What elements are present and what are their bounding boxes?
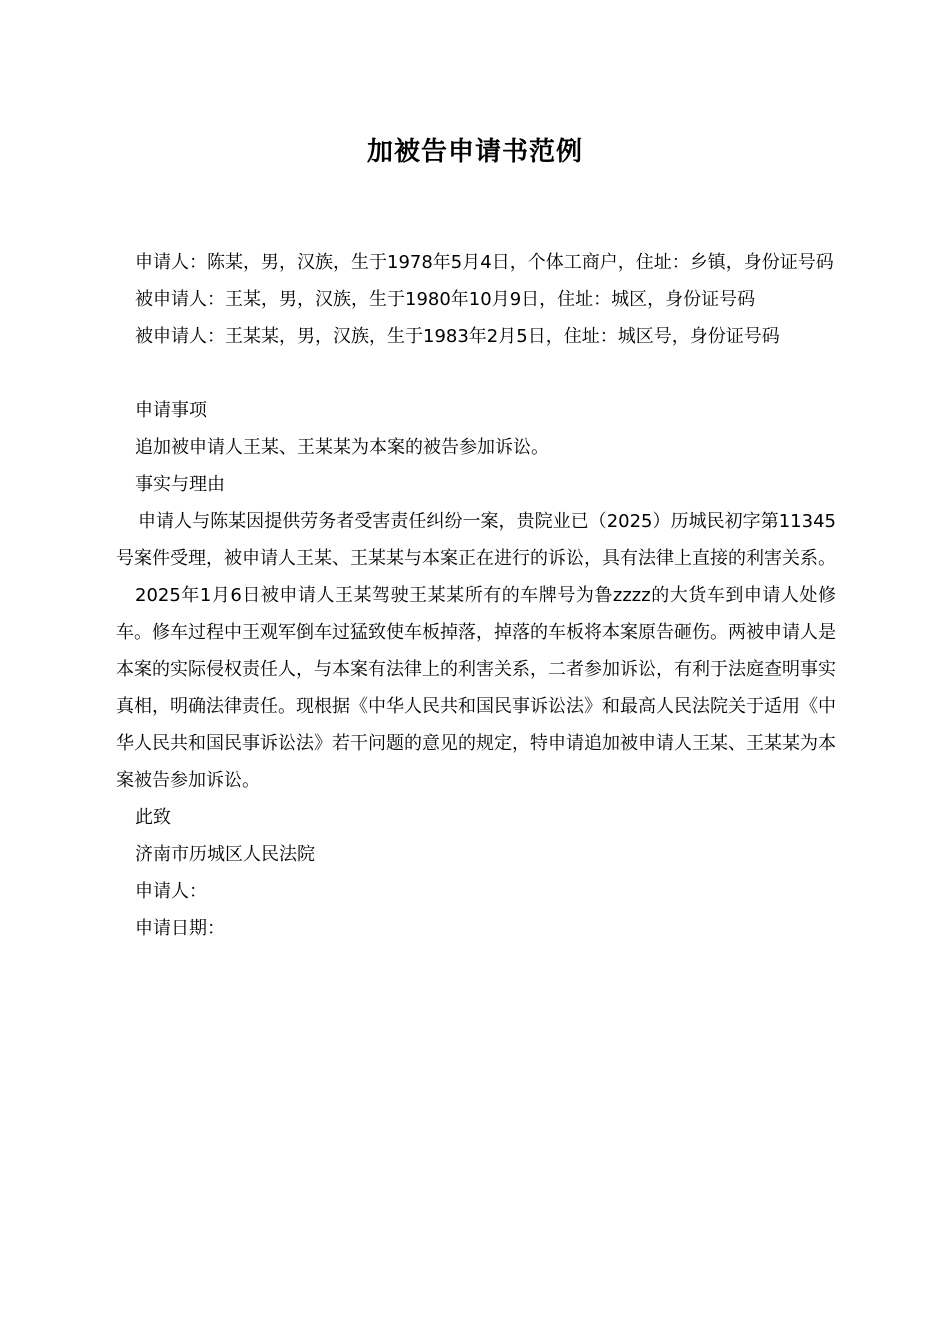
request-heading: 申请事项: [135, 400, 207, 421]
closing-salutation: 此致: [135, 807, 171, 828]
document-title: 加被告申请书范例: [366, 137, 583, 167]
facts-heading: 事实与理由: [135, 474, 225, 495]
facts-paragraph-1: 申请人与陈某因提供劳务者受害责任纠纷一案，贵院业已（2025）历城民初字第11345号案件受理，被申请人王某、王某某与本案正在进行的诉讼，具有法律上直接的利害关系。: [116, 511, 836, 569]
closing-date: 申请日期：: [135, 918, 225, 939]
section-spacer: [116, 355, 836, 392]
closing-signature: 申请人：: [135, 881, 207, 902]
applicant-info: 申请人：陈某，男，汉族，生于1978年5月4日，个体工商户，住址：乡镇，身份证号码: [135, 252, 834, 273]
respondent-info-1: 被申请人：王某，男，汉族，生于1980年10月9日，住址：城区，身份证号码: [135, 289, 756, 310]
facts-paragraph-2: 2025年1月6日被申请人王某驾驶王某某所有的车牌号为鲁zzzz的大货车到申请人处修车。修车过程中王观军倒车过猛致使车板掉落，掉落的车板将本案原告砸伤。两被申请人是本案的实际侵权责任人，与本案有法律上的利害关系，二者参加诉讼，有利于法庭查明事实真相，明确法律责任。现根据《中华人民共和国民事诉讼法》和最高人民法院关于适用《中华人民共和国民事诉讼法》若干问题的意见的规定，特申请追加被申请人王某、王某某为本案被告参加诉讼。: [116, 585, 836, 791]
respondent-info-2: 被申请人：王某某，男，汉族，生于1983年2月5日，住址：城区号，身份证号码: [135, 326, 780, 347]
closing-court: 济南市历城区人民法院: [135, 844, 315, 865]
request-content: 追加被申请人王某、王某某为本案的被告参加诉讼。: [135, 437, 549, 458]
document-body: [116, 244, 836, 947]
